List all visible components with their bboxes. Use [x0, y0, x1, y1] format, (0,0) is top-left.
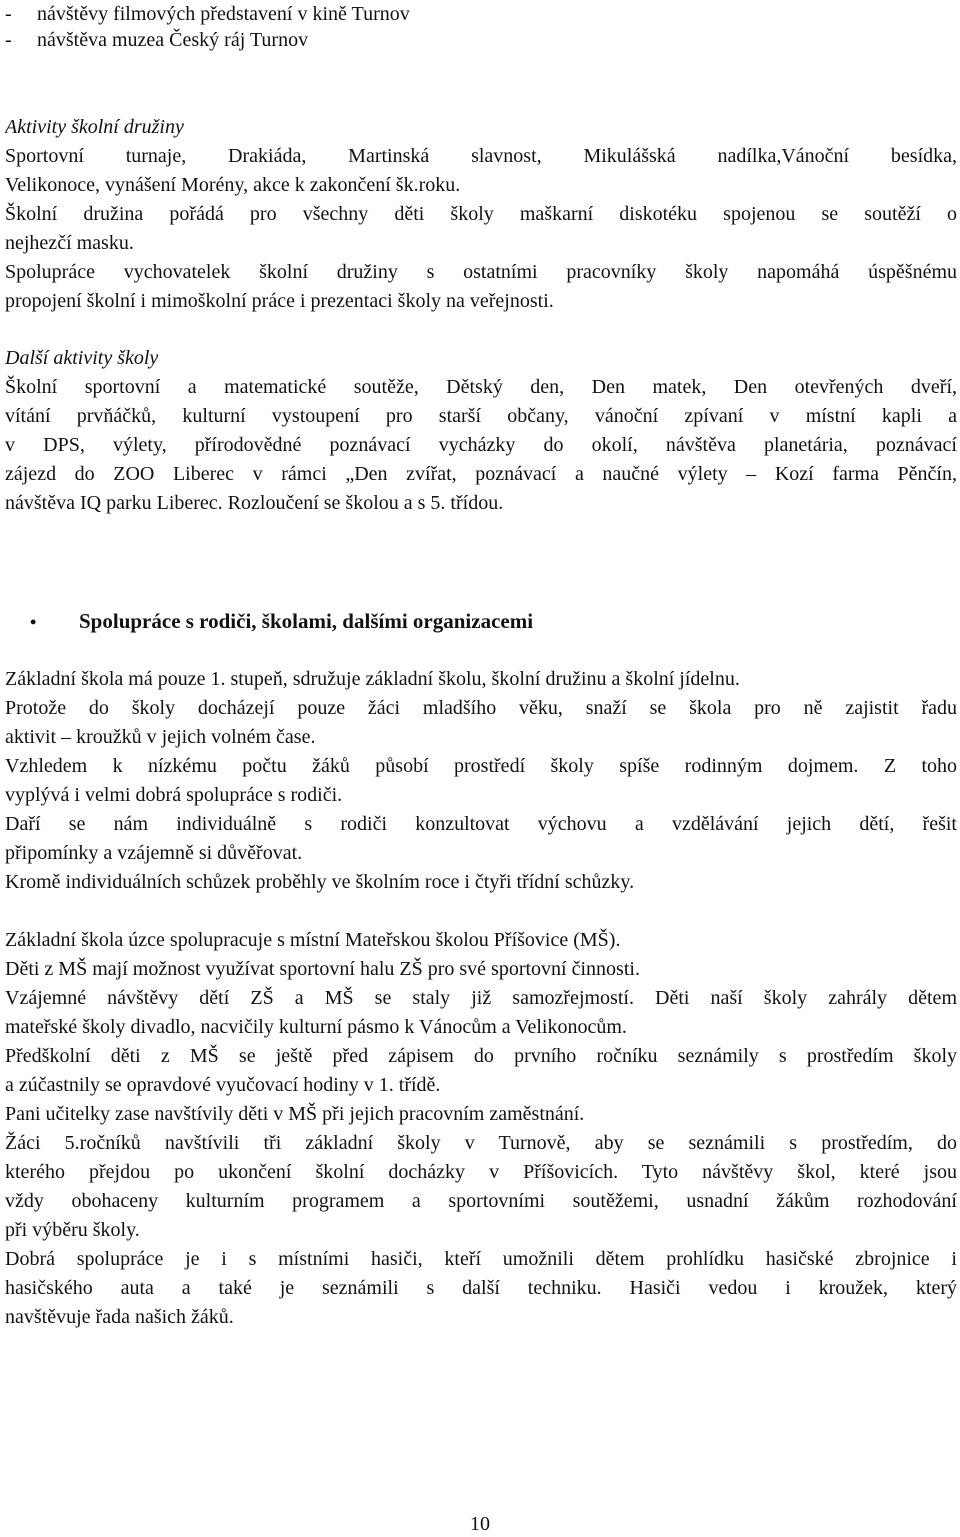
paragraph-line: mateřské školy divadlo, nacvičily kulturní pásmo k Vánocům a Velikonocům. [5, 1016, 627, 1038]
paragraph-line: Sportovní turnaje, Drakiáda, Martinská slavnost, Mikulášská nadílka,Vánoční besídka, [5, 145, 957, 167]
list-dash: - [5, 29, 12, 51]
paragraph-line: a zúčastnily se opravdové vyučovací hodiny v 1. třídě. [5, 1074, 441, 1096]
paragraph-line: Školní sportovní a matematické soutěže, Dětský den, Den matek, Den otevřených dveří, [5, 376, 957, 398]
paragraph-line: Děti z MŠ mají možnost využívat sportovní halu ZŠ pro své sportovní činnosti. [5, 958, 640, 980]
paragraph-line: vždy obohaceny kulturním programem a sportovními soutěžemi, usnadní žákům rozhodování [5, 1190, 957, 1212]
paragraph-line: v DPS, výlety, přírodovědné poznávací vycházky do okolí, návštěva planetária, poznávací [5, 434, 957, 456]
paragraph-line: Vzájemné návštěvy dětí ZŠ a MŠ se staly již samozřejmostí. Děti naší školy zahrály dětem [5, 987, 957, 1009]
paragraph-line: při výběru školy. [5, 1219, 140, 1241]
paragraph-line: Kromě individuálních schůzek proběhly ve školním roce i čtyři třídní schůzky. [5, 871, 635, 893]
paragraph-line: Protože do školy docházejí pouze žáci mladšího věku, snaží se škola pro ně zajistit řadu [5, 697, 957, 719]
paragraph-line: Žáci 5.ročníků navštívili tři základní školy v Turnově, aby se seznámili s prostředím, do [5, 1132, 957, 1154]
paragraph-line: kterého přejdou po ukončení školní docházky v Příšovicích. Tyto návštěvy škol, které jsou [5, 1161, 957, 1183]
paragraph-line: Daří se nám individuálně s rodiči konzultovat výchovu a vzdělávání jejich dětí, řešit [5, 813, 957, 835]
paragraph-line: návštěva IQ parku Liberec. Rozloučení se školou a s 5. třídou. [5, 492, 504, 514]
list-item-text: návštěvy filmových představení v kině Turnov [37, 3, 410, 25]
paragraph-line: Předškolní děti z MŠ se ještě před zápisem do prvního ročníku seznámily s prostředím školy [5, 1045, 957, 1067]
list-item-text: návštěva muzea Český ráj Turnov [37, 29, 309, 51]
list-dash: - [5, 3, 12, 25]
paragraph-line: nejhezčí masku. [5, 232, 134, 254]
paragraph-line: Velikonoce, vynášení Morény, akce k zakončení šk.roku. [5, 174, 461, 196]
paragraph-line: zájezd do ZOO Liberec v rámci „Den zvířat, poznávací a naučné výlety – Kozí farma Pěnčín, [5, 463, 957, 485]
section-heading-text: Spolupráce s rodiči, školami, dalšími organizacemi [79, 609, 534, 633]
bullet-icon: • [30, 612, 37, 632]
paragraph-line: vyplývá i velmi dobrá spolupráce s rodiči. [5, 784, 343, 806]
page-number: 10 [470, 1513, 490, 1535]
list-item [5, 0, 410, 29]
section-heading-dalsi: Další aktivity školy [5, 347, 159, 369]
paragraph-line: vítání prvňáčků, kulturní vystoupení pro starší občany, vánoční zpívaní v místní kapli a [5, 405, 957, 427]
paragraph-line: Základní škola má pouze 1. stupeň, sdružuje základní školu, školní družinu a školní jídelnu. [5, 668, 740, 690]
paragraph-line: připomínky a vzájemně si důvěřovat. [5, 842, 303, 864]
section-heading-druzina: Aktivity školní družiny [5, 116, 184, 138]
section-heading-spoluprace [30, 605, 533, 637]
paragraph-line: navštěvuje řada našich žáků. [5, 1306, 234, 1328]
paragraph-line: Spolupráce vychovatelek školní družiny s ostatními pracovníky školy napomáhá úspěšnému [5, 261, 957, 283]
paragraph-line: Dobrá spolupráce je i s místními hasiči, kteří umožnili dětem prohlídku hasičské zbrojnice i [5, 1248, 957, 1270]
paragraph-line: Školní družina pořádá pro všechny děti školy maškarní diskotéku spojenou se soutěží o [5, 203, 957, 225]
paragraph-line: Pani učitelky zase navštívily děti v MŠ při jejich pracovním zaměstnání. [5, 1103, 585, 1125]
paragraph-line: propojení školní i mimoškolní práce i prezentaci školy na veřejnosti. [5, 290, 554, 312]
paragraph-line: Vzhledem k nízkému počtu žáků působí prostředí školy spíše rodinným dojmem. Z toho [5, 755, 957, 777]
list-item [5, 26, 308, 55]
paragraph-line: hasičského auta a také je seznámili s další techniku. Hasiči vedou i kroužek, který [5, 1277, 957, 1299]
paragraph-line: Základní škola úzce spolupracuje s místní Mateřskou školou Příšovice (MŠ). [5, 929, 621, 951]
paragraph-line: aktivit – kroužků v jejich volném čase. [5, 726, 316, 748]
